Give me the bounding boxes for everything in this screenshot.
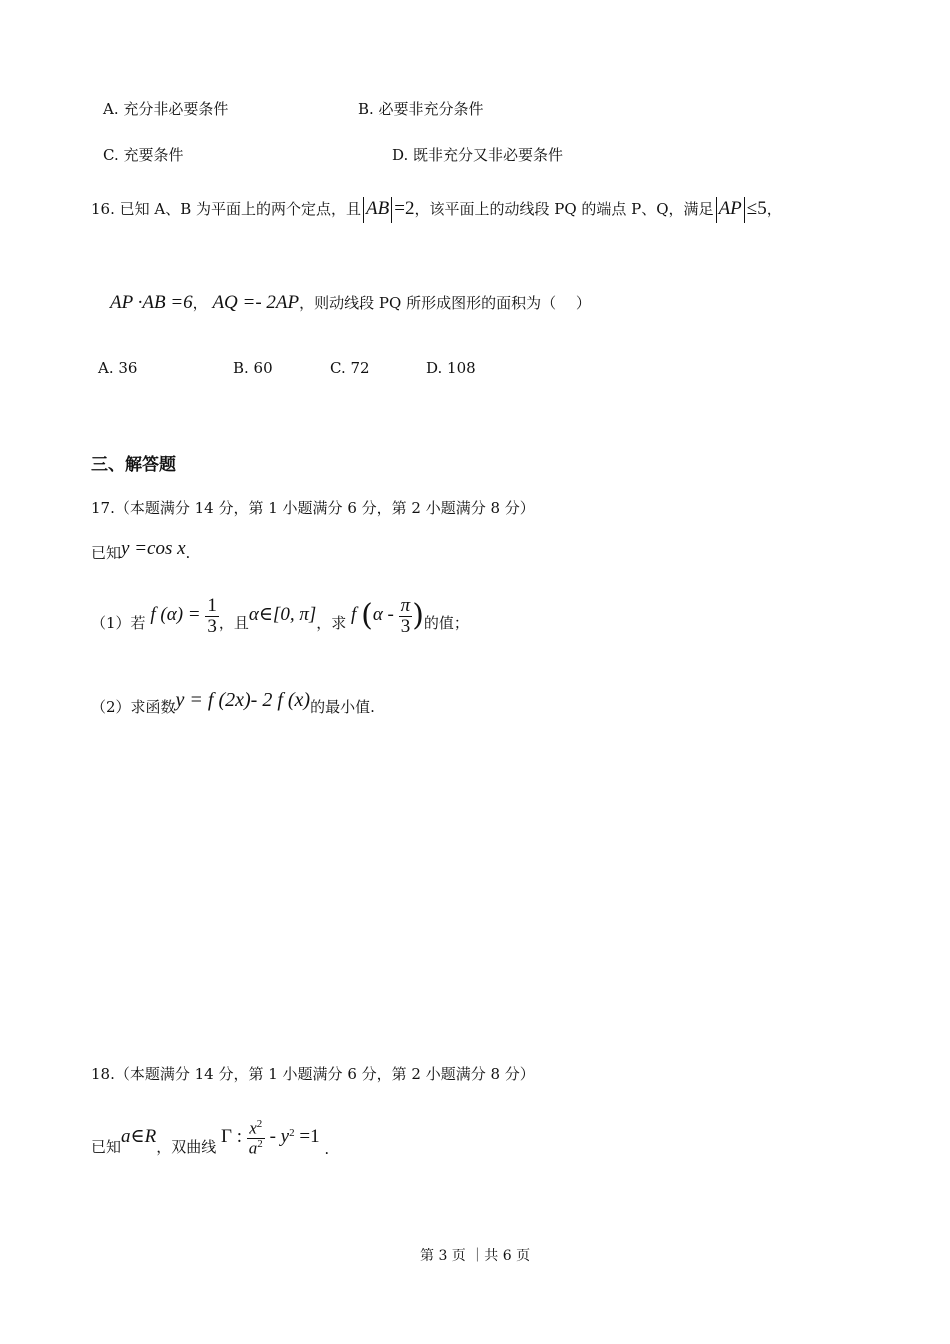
q17-p1-alpha: (α) = bbox=[160, 604, 201, 625]
q17-part-2 bbox=[91, 682, 375, 725]
q17-given-end: . bbox=[185, 544, 191, 562]
q16-line-2 bbox=[110, 288, 591, 318]
q16-aq-expr: AQ =- 2AP bbox=[212, 292, 300, 313]
abs-bar-icon bbox=[391, 197, 392, 223]
fraction-denominator: 3 bbox=[400, 615, 411, 637]
right-paren-icon: ) bbox=[412, 598, 424, 633]
q15-option-d: D. 既非充分又非必要条件 bbox=[392, 146, 564, 164]
q17-p2-end: 的最小值. bbox=[310, 698, 375, 716]
q18-eq1: =1 bbox=[299, 1126, 320, 1147]
q18-gamma: Γ : bbox=[220, 1126, 242, 1147]
page-footer: 第 3 页 ｜共 6 页 bbox=[420, 1248, 531, 1264]
q16-comma: ， bbox=[766, 200, 782, 218]
abs-bar-icon bbox=[363, 197, 364, 223]
fraction-numerator: x bbox=[249, 1118, 257, 1138]
exponent: 2 bbox=[257, 1137, 263, 1150]
left-paren-icon: ( bbox=[361, 598, 373, 633]
q16-option-a: A. 36 bbox=[98, 359, 138, 377]
exponent: 2 bbox=[289, 1127, 295, 1139]
q16-eq2: =2 bbox=[394, 198, 415, 219]
fraction-numerator: π bbox=[400, 594, 411, 616]
q16-mid: ，该平面上的动线段 PQ 的端点 P、Q，满足 bbox=[414, 200, 714, 218]
q16-prefix: 16. 已知 A、B 为平面上的两个定点，且 bbox=[91, 200, 362, 218]
q18-given bbox=[91, 1108, 329, 1174]
q17-p1-f: f bbox=[150, 604, 156, 625]
q16-sep: ， bbox=[192, 294, 208, 312]
q18-given-prefix: 已知 bbox=[91, 1138, 122, 1156]
section-title: 三、解答题 bbox=[91, 455, 176, 475]
fraction-denominator: 3 bbox=[207, 615, 217, 637]
q17-p1-range: α∈[0, π] bbox=[248, 604, 317, 625]
q18-end: . bbox=[324, 1140, 330, 1158]
q17-given-prefix: 已知 bbox=[91, 544, 122, 562]
q16-dot-expr: AP ·AB =6 bbox=[110, 292, 193, 313]
q16-line-1 bbox=[91, 194, 782, 224]
q18-fraction bbox=[247, 1119, 265, 1157]
q15-option-c: C. 充要条件 bbox=[103, 146, 184, 164]
fraction-denominator: a bbox=[248, 1138, 258, 1158]
q16-option-c: C. 72 bbox=[330, 359, 370, 377]
q17-p1-f2: f bbox=[351, 604, 357, 625]
q18-minus-y: - y bbox=[269, 1126, 290, 1147]
q17-given-expr: y =cos x bbox=[121, 538, 186, 559]
q17-header: 17.（本题满分 14 分，第 1 小题满分 6 分，第 2 小题满分 8 分） bbox=[91, 499, 535, 517]
q18-a-in-r: a∈R bbox=[121, 1126, 157, 1147]
q17-p2-expr: y = f (2x)- 2 f (x) bbox=[175, 689, 311, 711]
q17-p1-fraction bbox=[205, 596, 219, 637]
abs-bar-icon bbox=[716, 197, 717, 223]
abs-bar-icon bbox=[744, 197, 745, 223]
q17-p1-pi-fraction bbox=[399, 596, 413, 637]
q16-option-b: B. 60 bbox=[233, 359, 273, 377]
q17-p1-prefix: （1）若 bbox=[91, 614, 146, 632]
q17-part-1 bbox=[91, 590, 469, 648]
q16-option-d: D. 108 bbox=[426, 359, 476, 377]
q18-header: 18.（本题满分 14 分，第 1 小题满分 6 分，第 2 小题满分 8 分） bbox=[91, 1065, 535, 1083]
q16-le5: ≤5 bbox=[746, 198, 767, 219]
q17-p1-ask: ，求 bbox=[316, 614, 347, 632]
q17-p1-end: 的值； bbox=[423, 614, 469, 632]
q16-ap: AP bbox=[718, 198, 742, 219]
exponent: 2 bbox=[256, 1118, 263, 1130]
q18-mid: ，双曲线 bbox=[156, 1138, 217, 1156]
q17-p1-inner: α - bbox=[372, 604, 394, 625]
q16-ab: AB bbox=[366, 198, 390, 219]
q17-p1-and: ，且 bbox=[218, 614, 249, 632]
q17-p2-prefix: （2）求函数 bbox=[91, 698, 176, 716]
q15-option-b: B. 必要非充分条件 bbox=[358, 100, 484, 118]
fraction-numerator: 1 bbox=[207, 594, 217, 616]
q16-tail: ，则动线段 PQ 所形成图形的面积为（ ） bbox=[299, 294, 591, 312]
q17-given bbox=[91, 534, 190, 568]
q15-option-a: A. 充分非必要条件 bbox=[103, 100, 229, 118]
